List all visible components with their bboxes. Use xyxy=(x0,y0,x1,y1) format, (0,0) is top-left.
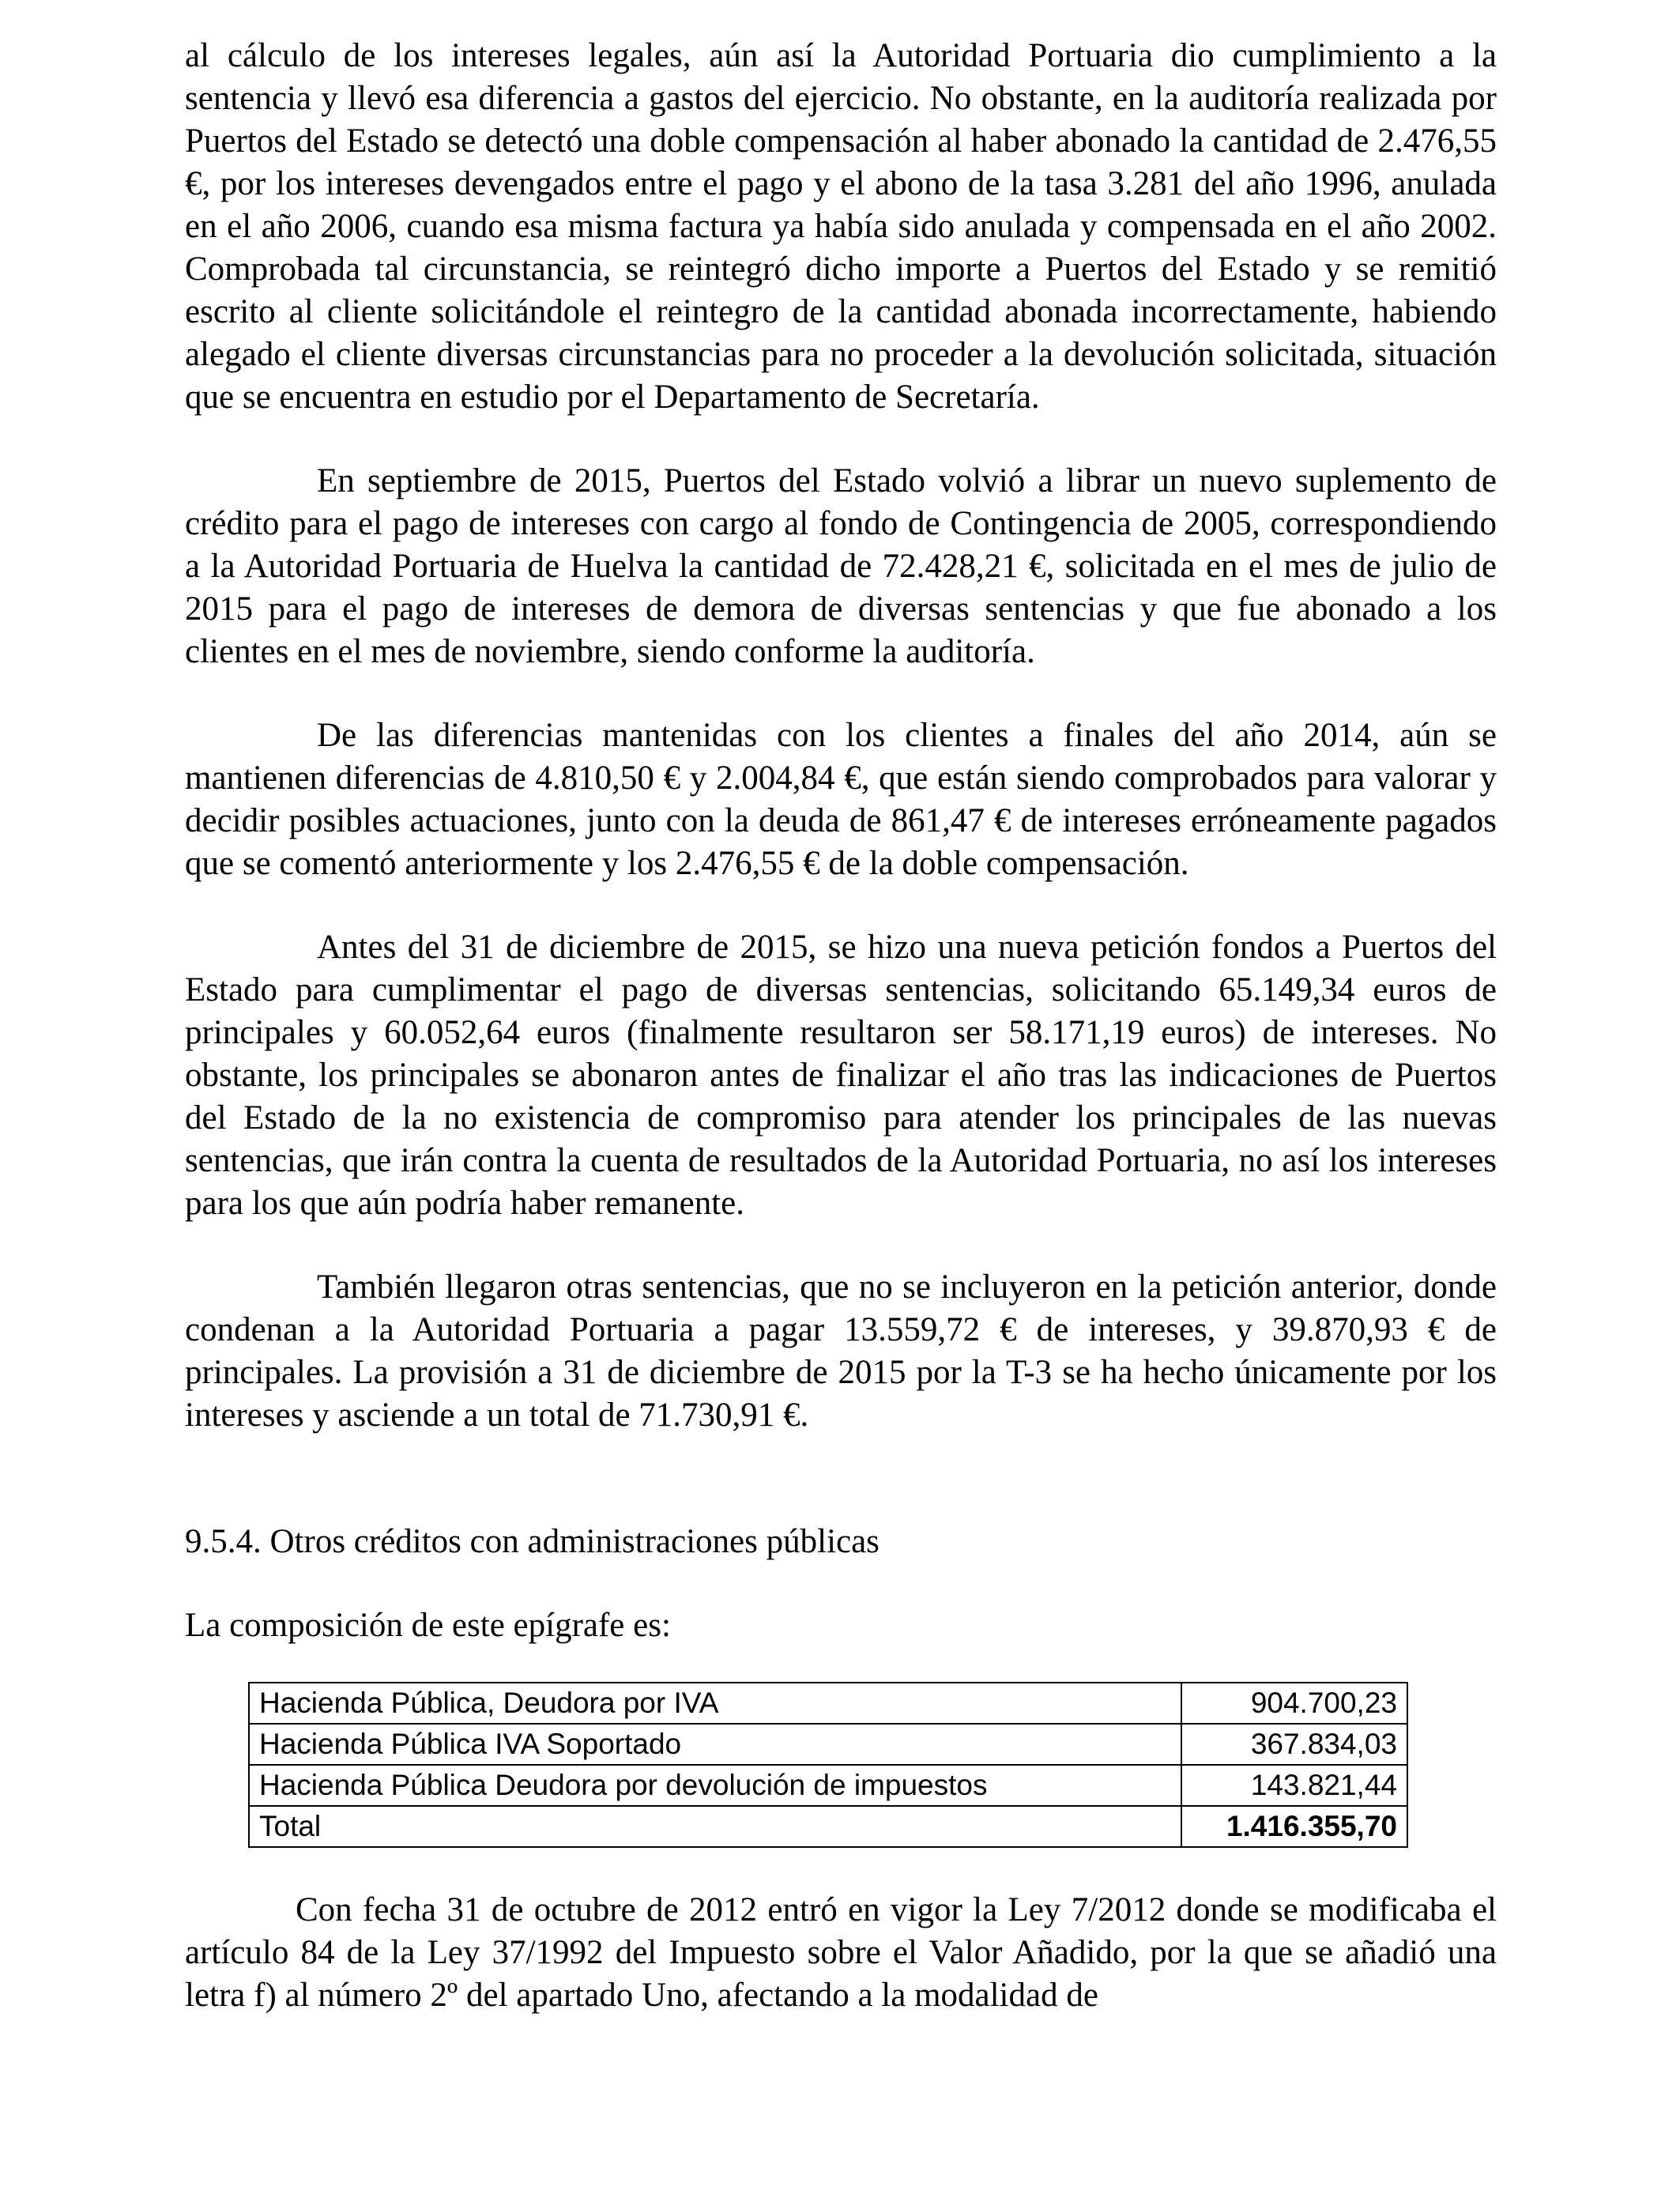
table-total-row xyxy=(249,1806,1407,1847)
spacer xyxy=(185,419,1497,460)
table-cell-concept: Hacienda Pública IVA Soportado xyxy=(249,1724,1181,1765)
paragraph-2: En septiembre de 2015, Puertos del Estado volvió a librar un nuevo suplemento de crédito para el pago de intereses con cargo al fondo de Contingencia de 2005, correspondiendo a la Autoridad Portuaria de Huelva la cantidad de 72.428,21 €, solicitada en el mes de julio de 2015 para el pago de intereses de demora de diversas sentencias y que fue abonado a los clientes en el mes de noviembre, siendo conforme la auditoría. xyxy=(185,462,1497,670)
table-total-label: Total xyxy=(249,1806,1181,1847)
paragraph-3: De las diferencias mantenidas con los clientes a finales del año 2014, aún se mantienen diferencias de 4.810,50 € y 2.004,84 €, que están siendo comprobados para valorar y decidir posibles actuaciones, junto con la deuda de 861,47 € de intereses erróneamente pagados que se comentó anteriormente y los 2.476,55 € de la doble compensación. xyxy=(185,717,1497,882)
table-row xyxy=(249,1765,1407,1806)
table-row xyxy=(249,1683,1407,1724)
section-heading: 9.5.4. Otros créditos con administraciones públicas xyxy=(185,1523,880,1560)
paragraph-6: Con fecha 31 de octubre de 2012 entró en vigor la Ley 7/2012 donde se modificaba el artículo 84 de la Ley 37/1992 del Impuesto sobre el Valor Añadido, por la que se añadió una letra f) al número 2º del apartado Uno, afectando a la modalidad de xyxy=(185,1891,1497,2014)
table-cell-amount: 904.700,23 xyxy=(1181,1683,1407,1724)
spacer xyxy=(185,1563,1497,1604)
paragraph-4: Antes del 31 de diciembre de 2015, se hizo una nueva petición fondos a Puertos del Estado para cumplimentar el pago de diversas sentencias, solicitando 65.149,34 euros de principales y 60.052,64 euros (finalmente resultaron ser 58.171,19 euros) de intereses. No obstante, los principales se abonaron antes de finalizar el año tras las indicaciones de Puertos del Estado de la no existencia de compromiso para atender los principales de las nuevas sentencias, que irán contra la cuenta de resultados de la Autoridad Portuaria, no así los intereses para los que aún podría haber remanente. xyxy=(185,929,1497,1222)
table-cell-amount: 143.821,44 xyxy=(1181,1765,1407,1806)
spacer xyxy=(185,1848,1497,1889)
table-cell-concept: Hacienda Pública Deudora por devolución de impuestos xyxy=(249,1765,1181,1806)
table-cell-concept: Hacienda Pública, Deudora por IVA xyxy=(249,1683,1181,1724)
spacer xyxy=(185,673,1497,714)
paragraph-5: También llegaron otras sentencias, que no se incluyeron en la petición anterior, donde condenan a la Autoridad Portuaria a pagar 13.559,72 € de intereses, y 39.870,93 € de principales. La provisión a 31 de diciembre de 2015 por la T-3 se ha hecho únicamente por los intereses y asciende a un total de 71.730,91 €. xyxy=(185,1269,1497,1434)
spacer xyxy=(185,1647,1497,1682)
document-page xyxy=(185,35,1497,2017)
table-total-amount: 1.416.355,70 xyxy=(1181,1806,1407,1847)
table-cell-amount: 367.834,03 xyxy=(1181,1724,1407,1765)
paragraph-1: al cálculo de los intereses legales, aún así la Autoridad Portuaria dio cumplimiento a la sentencia y llevó esa diferencia a gastos del ejercicio. No obstante, en la auditoría realizada por Puertos del Estado se detectó una doble compensación al haber abonado la cantidad de 2.476,55 €, por los intereses devengados entre el pago y el abono de la tasa 3.281 del año 1996, anulada en el año 2006, cuando esa misma factura ya había sido anulada y compensada en el año 2002. Comprobada tal circunstancia, se reintegró dicho importe a Puertos del Estado y se remitió escrito al cliente solicitándole el reintegro de la cantidad abonada incorrectamente, habiendo alegado el cliente diversas circunstancias para no proceder a la devolución solicitada, situación que se encuentra en estudio por el Departamento de Secretaría. xyxy=(185,37,1497,416)
section-intro: La composición de este epígrafe es: xyxy=(185,1607,671,1644)
spacer xyxy=(185,1225,1497,1266)
composition-table xyxy=(248,1682,1408,1848)
spacer xyxy=(185,885,1497,926)
spacer xyxy=(185,1437,1497,1521)
table-row xyxy=(249,1724,1407,1765)
